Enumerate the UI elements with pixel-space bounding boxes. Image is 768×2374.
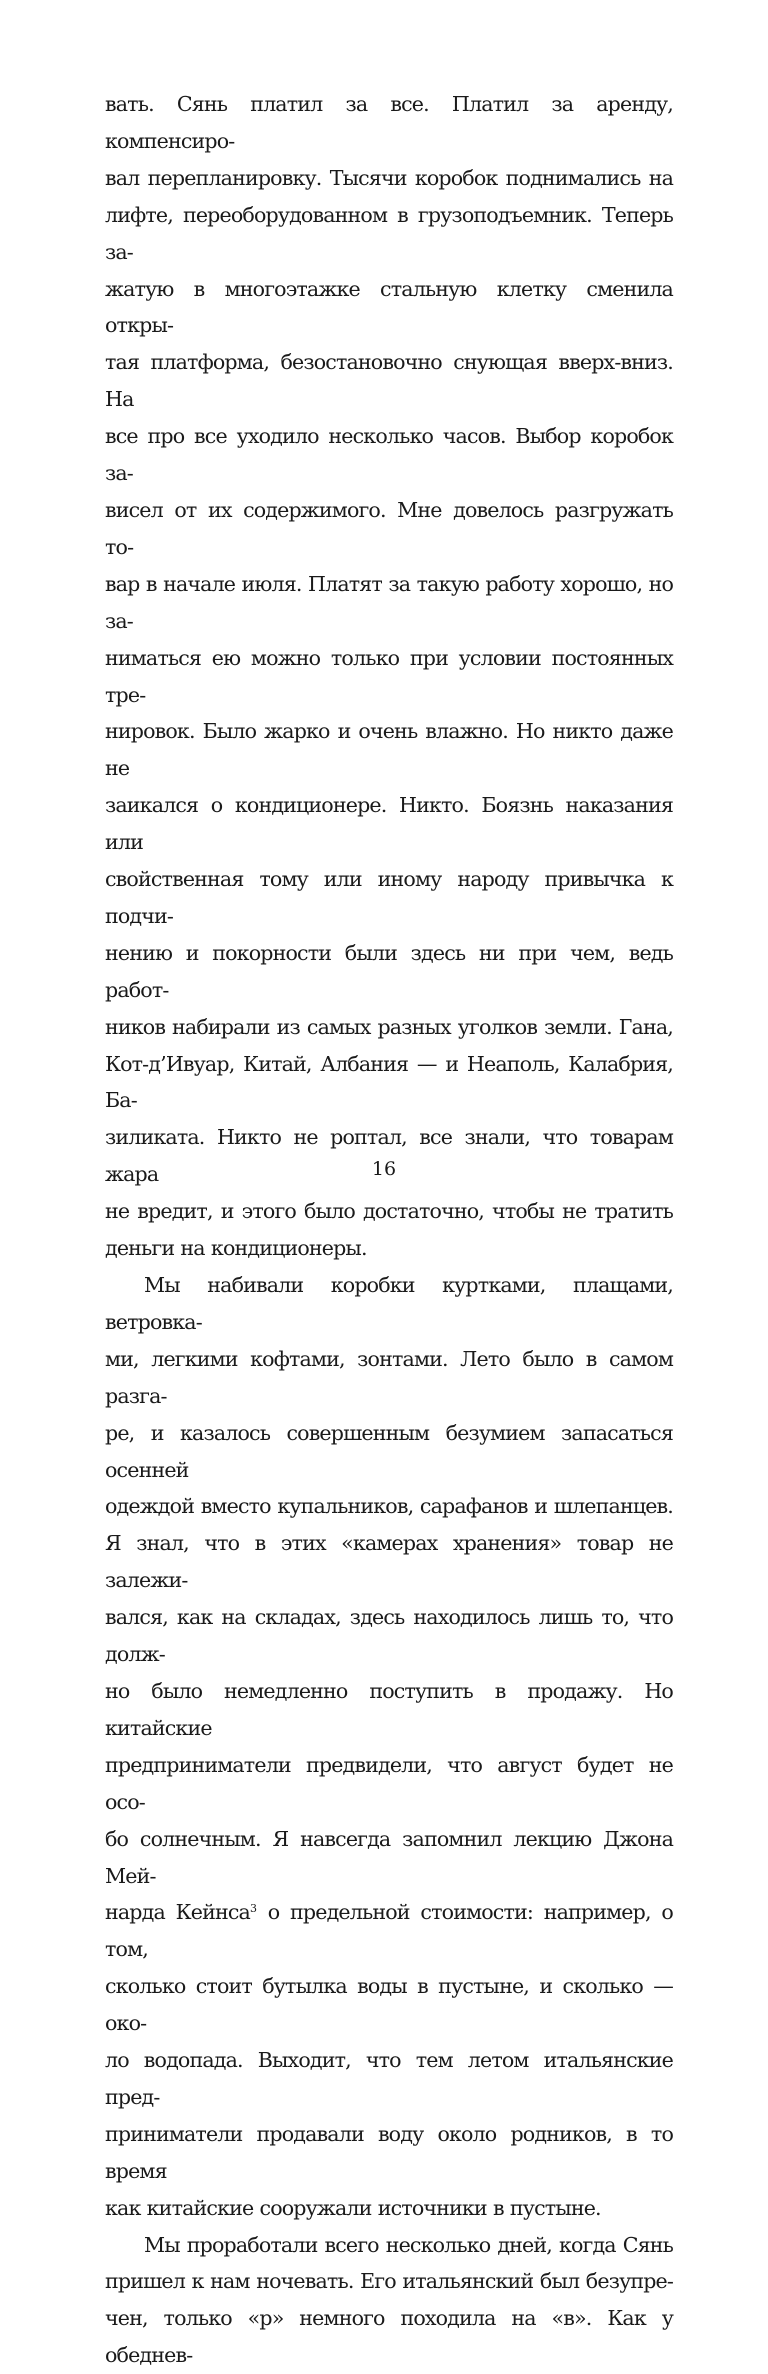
text-line: не вредит, и этого было достаточно, чтобы не тратить	[105, 1199, 673, 1224]
text-line: бо солнечным. Я навсегда запомнил лекцию Джона Мей-	[105, 1826, 673, 1888]
text-line: все про все уходило несколько часов. Выбор коробок за-	[105, 424, 673, 486]
text-line: чен, только «р» немного походила на «в». Как у обеднев-	[105, 2306, 673, 2368]
text-line: заикался о кондиционере. Никто. Боязнь наказания или	[105, 793, 673, 855]
footnote-reference[interactable]: 3	[249, 1902, 257, 1916]
text-line: ми, легкими кофтами, зонтами. Лето было в самом разга-	[105, 1346, 673, 1408]
text-line: ло водопада. Выходит, что тем летом итальянские пред-	[105, 2048, 673, 2109]
text-line: Мы проработали всего несколько дней, когда Сянь	[144, 2232, 673, 2257]
text-line: деньги на кондиционеры.	[105, 1236, 367, 1261]
text-line: ниматься ею можно только при условии постоянных тре-	[105, 645, 673, 707]
text-line: свойственная тому или иному народу привычка к подчи-	[105, 867, 673, 928]
text-line: предприниматели предвидели, что август будет не осо-	[105, 1752, 673, 1814]
text-line: пришел к нам ночевать. Его итальянский был безупре-	[105, 2269, 673, 2294]
text-line: вар в начале июля. Платят за такую работу хорошо, но за-	[105, 571, 673, 633]
text-line: как китайские сооружали источники в пустыне.	[105, 2195, 601, 2220]
text-line: но было немедленно поступить в продажу. Но китайские	[105, 1678, 673, 1740]
text-line: висел от их содержимого. Мне довелось разгружать то-	[105, 497, 673, 559]
text-line: вал перепланировку. Тысячи коробок поднимались на	[105, 165, 673, 190]
text-line: тая платформа, безостановочно снующая вверх-вниз. На	[105, 350, 673, 412]
text-line: жатую в многоэтажке стальную клетку сменила откры-	[105, 276, 673, 338]
page-number: 16	[371, 1158, 397, 1180]
text-line: приниматели продавали воду около родников, в то время	[105, 2121, 673, 2183]
text-line: Я знал, что в этих «камерах хранения» товар не залежи-	[105, 1531, 673, 1593]
line-part: о предельной стоимости: например, о том,	[105, 1900, 673, 1962]
text-line: Мы набивали коробки куртками, плащами, ветровка-	[105, 1273, 673, 1334]
text-line: вался, как на складах, здесь находилось лишь то, что долж-	[105, 1605, 673, 1667]
line-part: нарда Кейнса	[105, 1900, 250, 1925]
text-line: ников набирали из самых разных уголков земли. Гана,	[105, 1014, 673, 1039]
text-line: нировок. Было жарко и очень влажно. Но никто даже не	[105, 719, 673, 781]
text-line: Кот-д’Ивуар, Китай, Албания — и Неаполь, Калабрия, Ба-	[105, 1051, 673, 1113]
text-line: одеждой вместо купальников, сарафанов и шлепанцев.	[105, 1494, 673, 1519]
text-line: зиликата. Никто не роптал, все знали, что товарам жара	[105, 1125, 673, 1187]
text-line: вать. Сянь платил за все. Платил за аренду, компенсиро-	[105, 92, 673, 153]
text-line	[105, 1894, 673, 1968]
text-line: сколько стоит бутылка воды в пустыне, и сколько — око-	[105, 1974, 673, 2036]
text-line: ре, и казалось совершенным безумием запасаться осенней	[105, 1420, 673, 1482]
text-line: лифте, переоборудованном в грузоподъемник. Теперь за-	[105, 202, 673, 264]
body-text	[105, 86, 673, 2374]
text-line: нению и покорности были здесь ни при чем, ведь работ-	[105, 940, 673, 1002]
